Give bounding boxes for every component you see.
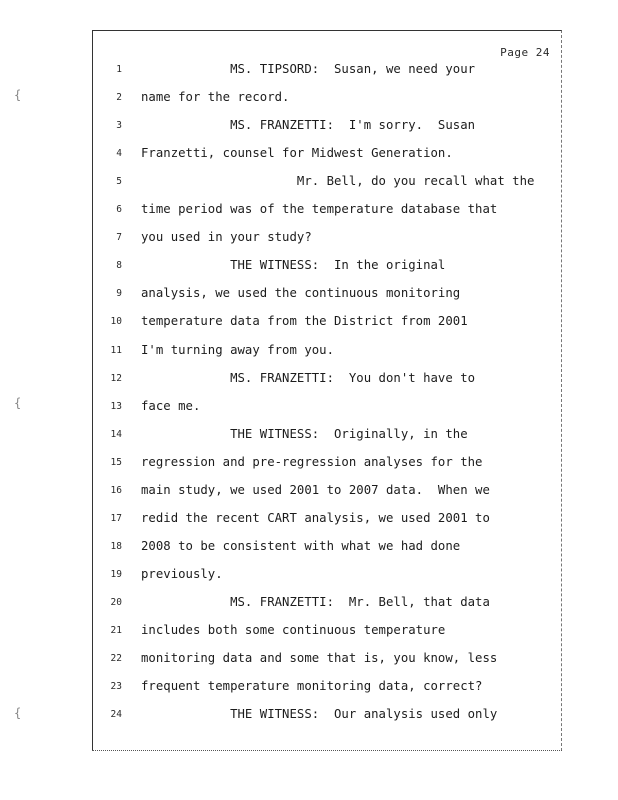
line-text: temperature data from the District from 2001 <box>141 314 468 329</box>
transcript-line <box>92 343 560 371</box>
line-text: monitoring data and some that is, you know, less <box>141 651 498 666</box>
line-number: 9 <box>116 288 122 300</box>
line-text: frequent temperature monitoring data, correct? <box>141 679 483 694</box>
transcript-line <box>92 371 560 399</box>
line-number: 4 <box>116 148 122 160</box>
line-number: 19 <box>110 568 122 580</box>
transcript-line <box>92 539 560 567</box>
line-text: THE WITNESS: In the original <box>141 258 446 273</box>
line-text: MS. FRANZETTI: I'm sorry. Susan <box>141 118 476 133</box>
page-number-header: Page 24 <box>500 46 550 59</box>
transcript-line <box>92 230 560 258</box>
line-number: 13 <box>110 400 122 412</box>
transcript-line <box>92 258 560 286</box>
line-number: 10 <box>110 316 122 328</box>
line-number: 12 <box>110 372 122 384</box>
transcript-line <box>92 595 560 623</box>
line-text: 2008 to be consistent with what we had done <box>141 538 461 553</box>
transcript-line <box>92 707 560 735</box>
line-number: 1 <box>116 64 122 75</box>
transcript-line <box>92 651 560 679</box>
transcript-line <box>92 511 560 539</box>
line-text: regression and pre-regression analyses for the <box>141 454 483 469</box>
line-text: Franzetti, counsel for Midwest Generation. <box>141 146 453 161</box>
line-number: 16 <box>110 484 122 496</box>
line-text: main study, we used 2001 to 2007 data. When we <box>141 482 490 497</box>
transcript-line <box>92 118 560 146</box>
line-text: analysis, we used the continuous monitoring <box>141 286 461 301</box>
line-text: MS. FRANZETTI: You don't have to <box>141 370 476 385</box>
line-number: 24 <box>110 709 122 721</box>
line-number: 18 <box>110 540 122 552</box>
line-text: I'm turning away from you. <box>141 342 335 357</box>
transcript-line <box>92 174 560 202</box>
transcript-line <box>92 399 560 427</box>
line-number: 7 <box>116 232 122 244</box>
transcript-line <box>92 483 560 511</box>
line-text: includes both some continuous temperature <box>141 623 446 637</box>
line-text: Mr. Bell, do you recall what the <box>141 174 535 189</box>
transcript-line <box>92 62 560 90</box>
line-number: 21 <box>110 625 122 636</box>
transcript-line <box>92 623 560 651</box>
line-number: 17 <box>110 512 122 524</box>
scan-mark: { <box>14 396 22 410</box>
line-number: 8 <box>116 260 122 272</box>
line-number: 6 <box>116 204 122 216</box>
transcript-line <box>92 146 560 174</box>
line-number: 22 <box>110 653 122 665</box>
line-text: previously. <box>141 566 223 581</box>
transcript-line <box>92 427 560 455</box>
transcript-line <box>92 679 560 707</box>
line-text: time period was of the temperature database that <box>141 202 498 217</box>
line-text: redid the recent CART analysis, we used 2001 to <box>141 510 490 525</box>
line-text: THE WITNESS: Our analysis used only <box>141 707 498 722</box>
transcript-line <box>92 567 560 595</box>
line-text: MS. TIPSORD: Susan, we need your <box>141 62 476 76</box>
line-text: name for the record. <box>141 90 290 105</box>
line-number: 14 <box>110 428 122 440</box>
line-text: MS. FRANZETTI: Mr. Bell, that data <box>141 594 490 609</box>
line-number: 2 <box>116 92 122 104</box>
line-text: face me. <box>141 398 201 413</box>
transcript-line <box>92 455 560 483</box>
line-number: 3 <box>116 120 122 132</box>
line-number: 23 <box>110 681 122 693</box>
scan-mark: { <box>14 706 22 720</box>
scan-mark: { <box>14 88 22 102</box>
transcript-line <box>92 286 560 314</box>
line-number: 20 <box>110 596 122 608</box>
transcript-line <box>92 314 560 342</box>
line-number: 5 <box>116 176 122 188</box>
line-text: you used in your study? <box>141 230 312 245</box>
transcript-line <box>92 90 560 118</box>
page-bottom-rule <box>92 750 562 751</box>
transcript-line <box>92 202 560 230</box>
line-text: THE WITNESS: Originally, in the <box>141 426 468 441</box>
line-number: 11 <box>110 344 122 356</box>
line-number: 15 <box>110 456 122 468</box>
